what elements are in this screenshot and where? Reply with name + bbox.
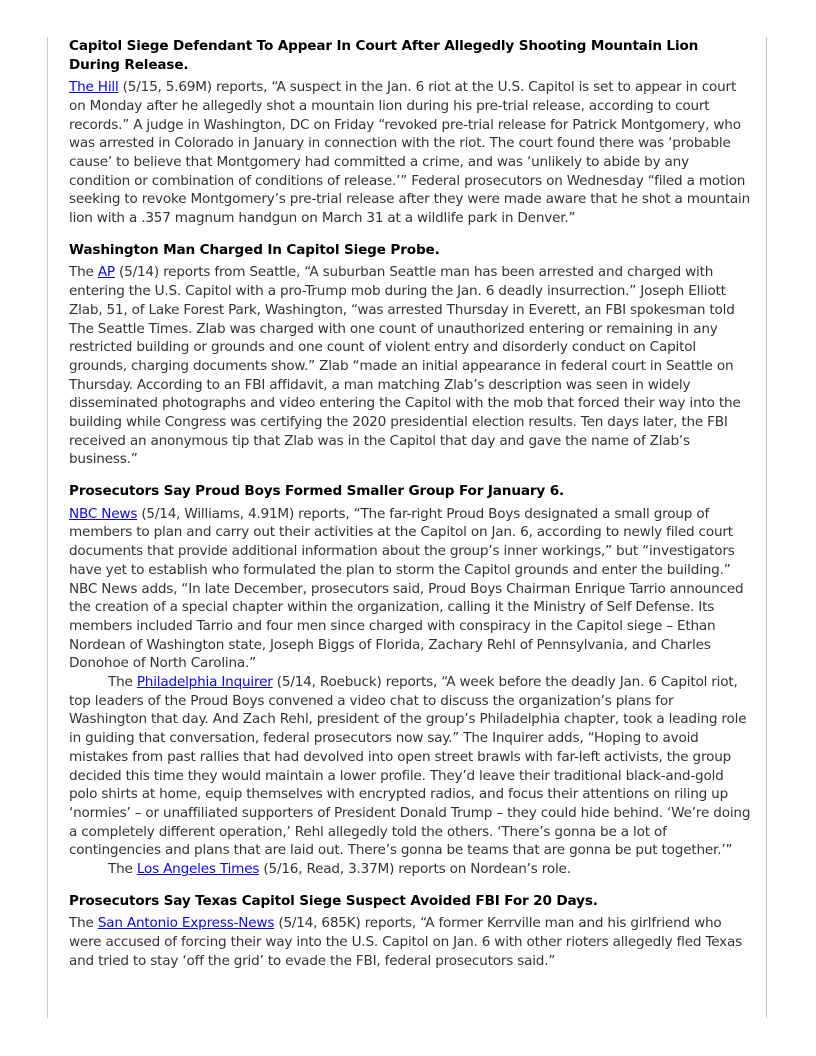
- article-paragraph: [69, 505, 753, 673]
- paragraph-text: (5/14, 685K) reports, “A former Kerrville man and his girlfriend who were accused of forcing their way into the U.S. Capitol on Jan. 6 with other rioters allegedly fled Texas and tried to stay ‘off the grid’ to evade the FBI, federal prosecutors said.”: [69, 915, 743, 969]
- paragraph-text: (5/16, Read, 3.37M) reports on Nordean’s role.: [259, 861, 571, 878]
- paragraph-prefix: The: [108, 861, 137, 878]
- article-headline: Prosecutors Say Texas Capitol Siege Suspect Avoided FBI For 20 Days.: [69, 892, 598, 909]
- source-link[interactable]: NBC News: [69, 505, 138, 522]
- article-headline: Capitol Siege Defendant To Appear In Court After Allegedly Shooting Mountain Lion During Release.: [69, 38, 699, 73]
- paragraph-text: (5/15, 5.69M) reports, “A suspect in the Jan. 6 riot at the U.S. Capitol is set to appear in court on Monday after he allegedly shot a mountain lion during his pre-trial release, according to court records.” A judge in Washington, DC on Friday “revoked pre-trial release for Patrick Montgomery, who was arrested in Colorado in January in connection with the riot. The court found there was ‘probable cause’ to believe that Montgomery had committed a crime, and was ‘unlikely to abide by any condition or combination of conditions of release.’” Federal prosecutors on Wednesday “filed a motion seeking to revoke Montgomery’s pre-trial release after they were made aware that he shot a mountain lion with a .357 magnum handgun on March 31 at a wildlife park in Denver.”: [69, 79, 751, 227]
- paragraph-text: (5/14, Williams, 4.91M) reports, “The far-right Proud Boys designated a small group of members to plan and carry out their activities at the Capitol on Jan. 6, according to newly filed court documents that provide additional information about the group’s inner workings,” but “investigators have yet to establish who formulated the plan to storm the Capitol grounds and enter the building.” NBC News adds, “In late December, prosecutors said, Proud Boys Chairman Enrique Tarrio announced the creation of a special chapter within the organization, calling it the Ministry of Self Defense. Its members included Tarrio and four men since charged with conspiracy in the Capitol siege – Ethan Nordean of Washington state, Joseph Biggs of Florida, Zachary Rehl of Pennsylvania, and Charles Donohoe of North Carolina.”: [69, 505, 744, 672]
- source-link[interactable]: San Antonio Express-News: [97, 915, 275, 932]
- paragraph-prefix: The: [108, 674, 137, 691]
- document-page: [47, 37, 767, 1018]
- article-paragraph: [69, 263, 753, 469]
- article-headline: Prosecutors Say Proud Boys Formed Smaller Group For January 6.: [69, 483, 565, 500]
- paragraph-prefix: The: [69, 915, 98, 932]
- paragraph-text: (5/14, Roebuck) reports, “A week before the deadly Jan. 6 Capitol riot, top leaders of the Proud Boys convened a video chat to discuss the organization’s plans for Washington that day. And Zach Rehl, president of the group’s Philadelphia chapter, took a leading role in guiding that conversation, federal prosecutors now say.” The Inquirer adds, “Hoping to avoid mistakes from past rallies that had devolved into open street brawls with far-left activists, the group decided this time they would maintain a lower profile. They’d leave their traditional black-and-gold polo shirts at home, equip themselves with encrypted radios, and focus their attentions on riling up ‘normies’ – or unaffiliated supporters of President Donald Trump – they could hide behind. ‘We’re doing a completely different operation,’ Rehl allegedly told the others. ‘There’s gonna be a lot of contingencies and plans that are laid out. There’s gonna be teams that are gonna be put together.’”: [69, 674, 751, 859]
- source-link[interactable]: Philadelphia Inquirer: [136, 674, 273, 691]
- article-paragraph: [69, 673, 753, 860]
- article: [69, 37, 753, 228]
- article-headline: Washington Man Charged In Capitol Siege Probe.: [69, 241, 440, 258]
- source-link[interactable]: Los Angeles Times: [136, 861, 260, 878]
- article: [69, 482, 753, 879]
- article: [69, 241, 753, 469]
- paragraph-prefix: The: [69, 264, 98, 281]
- newsletter-content: [69, 37, 753, 984]
- source-link[interactable]: AP: [97, 264, 115, 281]
- source-link[interactable]: The Hill: [69, 79, 119, 96]
- article-paragraph: [69, 78, 753, 228]
- paragraph-text: (5/14) reports from Seattle, “A suburban Seattle man has been arrested and charged with entering the U.S. Capitol with a pro-Trump mob during the Jan. 6 deadly insurrection.” Joseph Elliott Zlab, 51, of Lake Forest Park, Washington, “was arrested Thursday in Everett, an FBI spokesman told The Seattle Times. Zlab was charged with one count of unauthorized entering or remaining in any restricted building or grounds and one count of violent entry and disorderly conduct on Capitol grounds, charging documents show.” Zlab “made an initial appearance in federal court in Seattle on Thursday. According to an FBI affidavit, a man matching Zlab’s description was seen in widely disseminated photographs and video entering the Capitol with the mob that forced their way into the building while Congress was certifying the 2020 presidential election results. Ten days later, the FBI received an anonymous tip that Zlab was in the Capitol that day and gave the name of Zlab’s business.”: [69, 264, 741, 468]
- article-paragraph: [69, 860, 753, 879]
- article-paragraph: [69, 914, 753, 970]
- article: [69, 892, 753, 971]
